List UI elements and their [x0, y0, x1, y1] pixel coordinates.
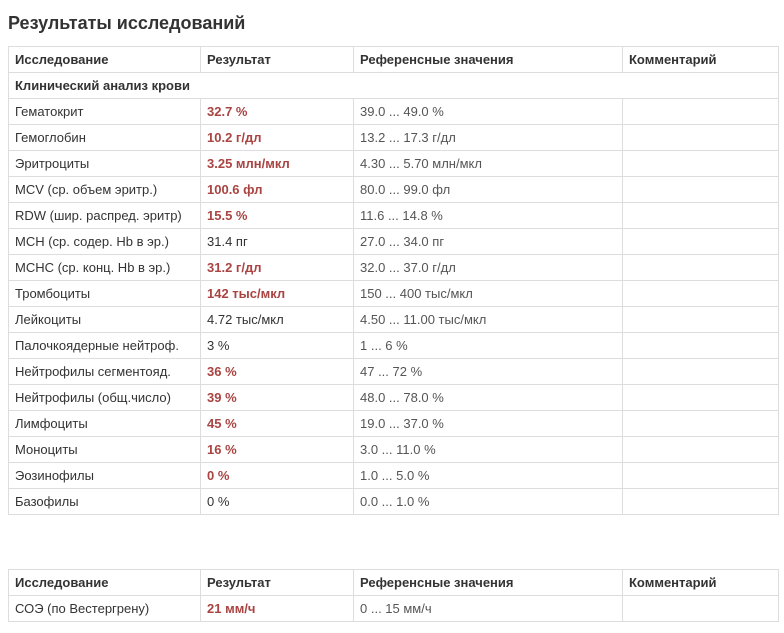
- reference-range: 48.0 ... 78.0 %: [354, 385, 623, 411]
- test-name: MCHC (ср. конц. Hb в эр.): [9, 255, 201, 281]
- comment-cell: [623, 596, 779, 622]
- test-result: 142 тыс/мкл: [201, 281, 354, 307]
- reference-range: 4.30 ... 5.70 млн/мкл: [354, 151, 623, 177]
- test-name: RDW (шир. распред. эритр): [9, 203, 201, 229]
- comment-cell: [623, 437, 779, 463]
- comment-cell: [623, 463, 779, 489]
- table-row: [9, 255, 779, 281]
- table-header-row: [9, 47, 779, 73]
- comment-cell: [623, 385, 779, 411]
- test-result: 45 %: [201, 411, 354, 437]
- reference-range: 47 ... 72 %: [354, 359, 623, 385]
- header-reference: Референсные значения: [354, 570, 623, 596]
- table-row: [9, 489, 779, 515]
- test-name: MCV (ср. объем эритр.): [9, 177, 201, 203]
- table-row: [9, 596, 779, 622]
- reference-range: 19.0 ... 37.0 %: [354, 411, 623, 437]
- reference-range: 11.6 ... 14.8 %: [354, 203, 623, 229]
- test-name: Гемоглобин: [9, 125, 201, 151]
- header-comment: Комментарий: [623, 570, 779, 596]
- test-name: Эозинофилы: [9, 463, 201, 489]
- section-row: [9, 73, 779, 99]
- reference-range: 1.0 ... 5.0 %: [354, 463, 623, 489]
- reference-range: 4.50 ... 11.00 тыс/мкл: [354, 307, 623, 333]
- results-table-cbc: [8, 46, 779, 515]
- header-comment: Комментарий: [623, 47, 779, 73]
- table-row: [9, 99, 779, 125]
- test-result: 4.72 тыс/мкл: [201, 307, 354, 333]
- test-result: 16 %: [201, 437, 354, 463]
- table-row: [9, 463, 779, 489]
- table-row: [9, 307, 779, 333]
- test-name: Моноциты: [9, 437, 201, 463]
- test-name: Палочкоядерные нейтроф.: [9, 333, 201, 359]
- header-result: Результат: [201, 47, 354, 73]
- comment-cell: [623, 151, 779, 177]
- test-result: 3.25 млн/мкл: [201, 151, 354, 177]
- test-result: 100.6 фл: [201, 177, 354, 203]
- comment-cell: [623, 177, 779, 203]
- test-result: 3 %: [201, 333, 354, 359]
- comment-cell: [623, 489, 779, 515]
- reference-range: 39.0 ... 49.0 %: [354, 99, 623, 125]
- test-result: 32.7 %: [201, 99, 354, 125]
- results-table-esr: [8, 569, 779, 622]
- test-result: 0 %: [201, 489, 354, 515]
- reference-range: 13.2 ... 17.3 г/дл: [354, 125, 623, 151]
- table-row: [9, 125, 779, 151]
- reference-range: 150 ... 400 тыс/мкл: [354, 281, 623, 307]
- table-row: [9, 411, 779, 437]
- test-name: Гематокрит: [9, 99, 201, 125]
- reference-range: 0.0 ... 1.0 %: [354, 489, 623, 515]
- comment-cell: [623, 203, 779, 229]
- test-name: Эритроциты: [9, 151, 201, 177]
- test-name: MCH (ср. содер. Hb в эр.): [9, 229, 201, 255]
- table-row: [9, 333, 779, 359]
- test-name: Лейкоциты: [9, 307, 201, 333]
- header-reference: Референсные значения: [354, 47, 623, 73]
- test-result: 31.2 г/дл: [201, 255, 354, 281]
- test-name: СОЭ (по Вестергрену): [9, 596, 201, 622]
- comment-cell: [623, 255, 779, 281]
- test-result: 0 %: [201, 463, 354, 489]
- table-row: [9, 151, 779, 177]
- header-result: Результат: [201, 570, 354, 596]
- test-result: 39 %: [201, 385, 354, 411]
- comment-cell: [623, 411, 779, 437]
- comment-cell: [623, 99, 779, 125]
- comment-cell: [623, 333, 779, 359]
- test-name: Нейтрофилы сегментояд.: [9, 359, 201, 385]
- test-name: Базофилы: [9, 489, 201, 515]
- comment-cell: [623, 281, 779, 307]
- test-result: 10.2 г/дл: [201, 125, 354, 151]
- page-title: Результаты исследований: [8, 13, 246, 33]
- comment-cell: [623, 359, 779, 385]
- test-result: 31.4 пг: [201, 229, 354, 255]
- test-name: Тромбоциты: [9, 281, 201, 307]
- reference-range: 3.0 ... 11.0 %: [354, 437, 623, 463]
- test-name: Лимфоциты: [9, 411, 201, 437]
- test-result: 15.5 %: [201, 203, 354, 229]
- header-test: Исследование: [9, 570, 201, 596]
- table-row: [9, 359, 779, 385]
- comment-cell: [623, 125, 779, 151]
- comment-cell: [623, 307, 779, 333]
- test-result: 21 мм/ч: [201, 596, 354, 622]
- table-header-row: [9, 570, 779, 596]
- table-row: [9, 229, 779, 255]
- test-name: Нейтрофилы (общ.число): [9, 385, 201, 411]
- reference-range: 27.0 ... 34.0 пг: [354, 229, 623, 255]
- header-test: Исследование: [9, 47, 201, 73]
- table-row: [9, 177, 779, 203]
- table-row: [9, 281, 779, 307]
- comment-cell: [623, 229, 779, 255]
- table-row: [9, 437, 779, 463]
- reference-range: 1 ... 6 %: [354, 333, 623, 359]
- reference-range: 80.0 ... 99.0 фл: [354, 177, 623, 203]
- section-title: Клинический анализ крови: [9, 73, 779, 99]
- reference-range: 32.0 ... 37.0 г/дл: [354, 255, 623, 281]
- reference-range: 0 ... 15 мм/ч: [354, 596, 623, 622]
- table-row: [9, 385, 779, 411]
- table-row: [9, 203, 779, 229]
- test-result: 36 %: [201, 359, 354, 385]
